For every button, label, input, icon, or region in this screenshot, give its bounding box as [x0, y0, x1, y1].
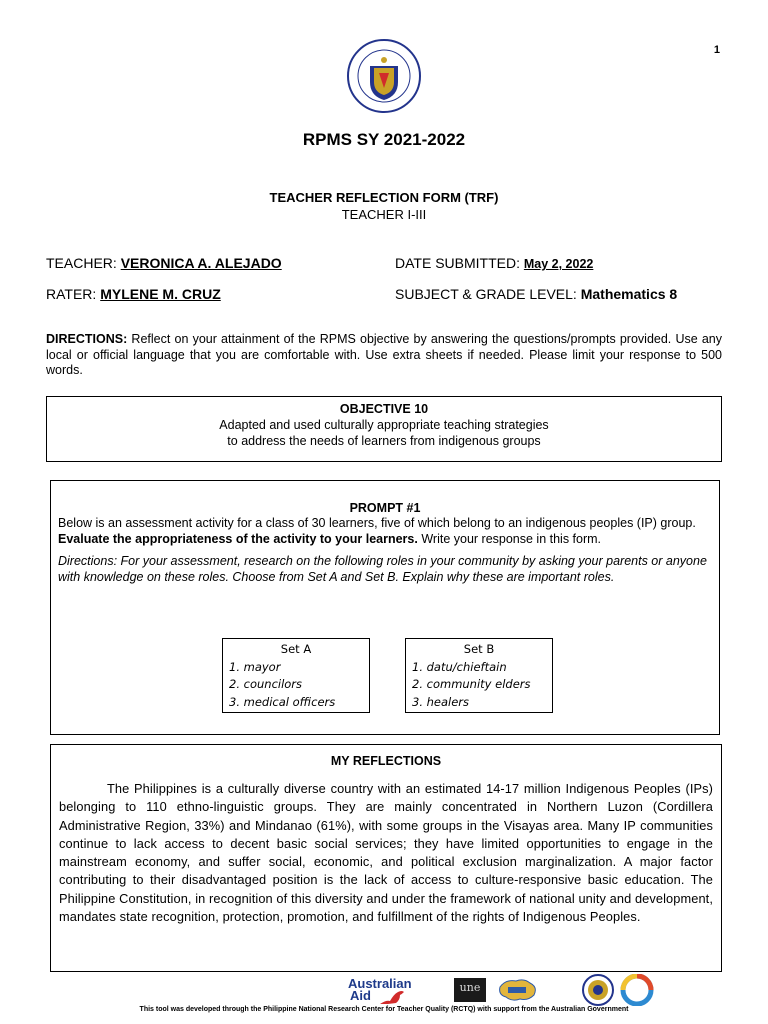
date-value: May 2, 2022 [523, 257, 594, 271]
objective-line2: to address the needs of learners from indigenous groups [227, 434, 541, 448]
teacher-label: TEACHER: [46, 255, 117, 271]
set-b-box [405, 638, 553, 713]
rater-value: MYLENE M. CRUZ [100, 286, 221, 302]
document-title: RPMS SY 2021-2022 [302, 130, 466, 149]
page-number: 1 [713, 44, 720, 56]
prompt-text-end: Write your response in this form. [421, 532, 602, 546]
set-a-item: 1. mayor [229, 659, 281, 674]
subject-value: Mathematics 8 [580, 286, 678, 302]
subject-label: SUBJECT & GRADE LEVEL: [395, 286, 577, 302]
date-field [395, 255, 593, 271]
subject-field [395, 286, 677, 302]
reflections-title: MY REFLECTIONS [330, 754, 442, 768]
form-subtitle: TEACHER I-III [341, 207, 427, 222]
rater-label: RATER: [46, 286, 97, 302]
teacher-field [46, 255, 282, 271]
directions [46, 332, 722, 379]
australia-map-logo-icon [494, 977, 540, 1003]
set-b-title: Set B [463, 642, 495, 656]
une-logo: une [454, 978, 486, 1002]
set-b-item: 3. healers [412, 694, 470, 709]
objective-box [46, 396, 722, 462]
set-a-box [222, 638, 370, 713]
objective-line1: Adapted and used culturally appropriate teaching strategies [219, 418, 549, 432]
footer-text: This tool was developed through the Philippine National Research Center for Teacher Quality (RCTQ) with support from the Australian Government [139, 1006, 629, 1013]
prompt-box [50, 480, 720, 735]
reflections-box [50, 744, 722, 972]
aid-line2: Aid [350, 988, 371, 1003]
kangaroo-icon [378, 988, 408, 1006]
prompt-title: PROMPT #1 [349, 501, 421, 515]
set-a-item: 3. medical officers [229, 694, 336, 709]
school-seal-icon [582, 974, 614, 1006]
deped-seal-icon [346, 38, 422, 114]
directions-text: Reflect on your attainment of the RPMS objective by answering the questions/prompts provided. Use any local or official language that you are comfortable with. Use extra sheets if needed. Please limit your response to 500 words. [46, 332, 722, 377]
prompt-text-bold: Evaluate the appropriateness of the activity to your learners. [58, 532, 418, 546]
teacher-value: VERONICA A. ALEJADO [120, 255, 282, 271]
rctq-logo-icon [620, 974, 654, 1006]
form-title: TEACHER REFLECTION FORM (TRF) [269, 190, 499, 205]
prompt-text [58, 515, 712, 547]
prompt-text-start: Below is an assessment activity for a class of 30 learners, five of which belong to an indigenous peoples (IP) group. [58, 516, 696, 530]
directions-label: DIRECTIONS: [46, 332, 128, 346]
rater-field [46, 286, 221, 302]
prompt-directions: Directions: For your assessment, research on the following roles in your community by asking your parents or anyone with knowledge on these roles. Choose from Set A and Set B. Explain why these are important roles. [58, 554, 707, 584]
date-label: DATE SUBMITTED: [395, 255, 520, 271]
set-a-item: 2. councilors [229, 677, 303, 691]
set-b-item: 2. community elders [412, 677, 531, 691]
reflections-text: The Philippines is a culturally diverse country with an estimated 14-17 million Indigenous Peoples (IPs) belonging to 110 ethno-linguistic groups. They are mainly concentrated in Northern Luzon (Cordillera Administrative Region, 33%) and Mindanao (61%), with some groups in the Visayas area. Many IP communities continue to lack access to decent basic social services; they have limited opportunities to engage in the mainstream economy, and suffer social, economic, and political exclusion marginalization. A major factor contributing to their disadvantaged position is the lack of access to culture-responsive basic education. The Philippine Constitution, in recognition of this diversity and under the framework of national unity and development, mandates state recognition, protection, promotion, and fulfillment of the rights of Indigenous Peoples. [59, 781, 713, 925]
aid-line1: Australian [348, 976, 412, 991]
set-a-title: Set A [280, 642, 312, 656]
set-b-item: 1. datu/chieftain [412, 659, 507, 674]
objective-title: OBJECTIVE 10 [339, 402, 429, 416]
